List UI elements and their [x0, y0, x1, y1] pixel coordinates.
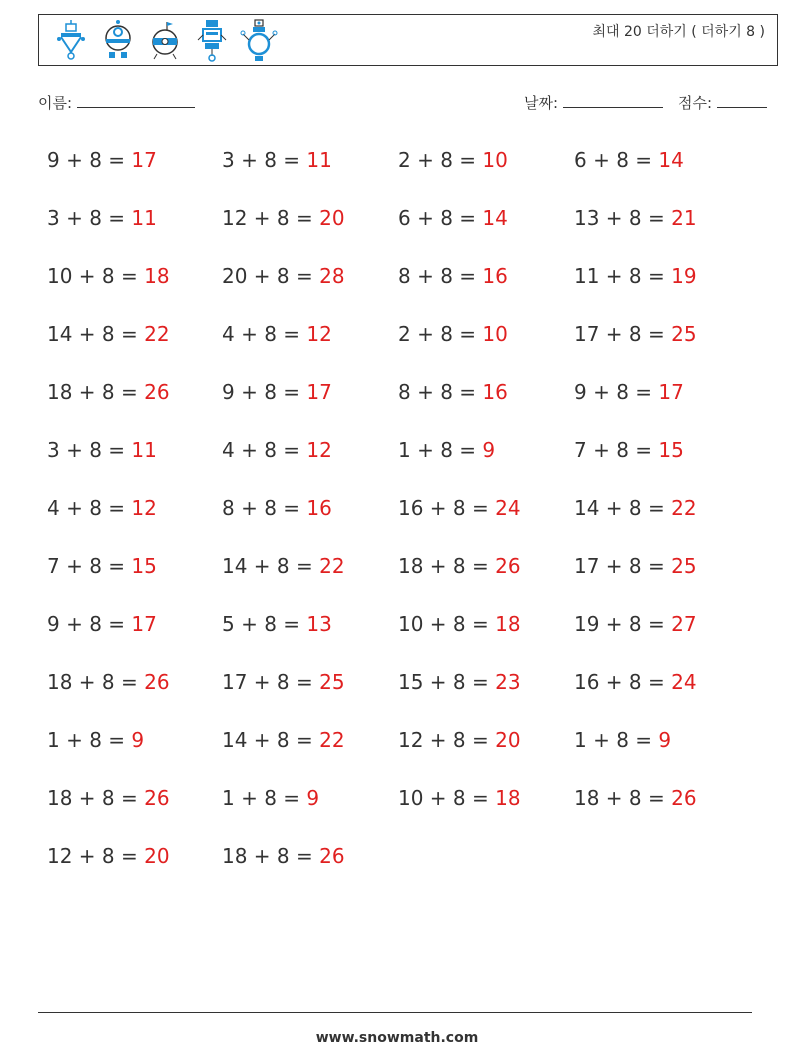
- problem-answer: 12: [306, 438, 332, 462]
- problem-item: [398, 496, 521, 520]
- score-label: 점수:: [678, 94, 713, 112]
- problem-answer: 16: [482, 380, 508, 404]
- problem-answer: 16: [482, 264, 508, 288]
- problem-item: [47, 728, 144, 752]
- problem-item: [47, 264, 170, 288]
- problem-item: [574, 786, 697, 810]
- problem-item: [574, 206, 697, 230]
- date-field: [524, 92, 663, 113]
- name-field: [38, 92, 195, 113]
- problem-answer: 9: [658, 728, 672, 752]
- problem-answer: 14: [658, 148, 684, 172]
- problem-item: [222, 438, 332, 462]
- problem-answer: 25: [671, 554, 697, 578]
- problem-question: 18 + 8 =: [222, 844, 320, 868]
- problem-question: 12 + 8 =: [398, 728, 496, 752]
- problem-question: 10 + 8 =: [398, 612, 496, 636]
- problem-item: [574, 438, 684, 462]
- problem-question: 18 + 8 =: [47, 380, 145, 404]
- footer-divider: [38, 1012, 752, 1013]
- problem-question: 2 + 8 =: [398, 148, 483, 172]
- problem-item: [47, 554, 157, 578]
- problem-answer: 16: [306, 496, 332, 520]
- problem-question: 18 + 8 =: [398, 554, 496, 578]
- problem-answer: 18: [144, 264, 170, 288]
- problem-question: 3 + 8 =: [47, 206, 132, 230]
- problem-answer: 19: [671, 264, 697, 288]
- problem-answer: 22: [319, 554, 345, 578]
- footer-site: www.snowmath.com: [315, 1030, 479, 1046]
- problem-question: 9 + 8 =: [222, 380, 307, 404]
- problem-answer: 20: [319, 206, 345, 230]
- problem-item: [574, 554, 697, 578]
- problem-item: [47, 206, 157, 230]
- name-blank[interactable]: [77, 93, 195, 108]
- problem-answer: 26: [144, 380, 170, 404]
- problem-item: [398, 728, 521, 752]
- problem-answer: 17: [306, 380, 332, 404]
- problem-item: [47, 438, 157, 462]
- problem-question: 18 + 8 =: [47, 786, 145, 810]
- problem-question: 16 + 8 =: [398, 496, 496, 520]
- problem-question: 4 + 8 =: [222, 438, 307, 462]
- problem-answer: 14: [482, 206, 508, 230]
- problem-item: [222, 206, 345, 230]
- problem-item: [398, 148, 508, 172]
- problem-item: [574, 322, 697, 346]
- problem-answer: 10: [482, 322, 508, 346]
- problem-question: 9 + 8 =: [47, 612, 132, 636]
- problem-answer: 22: [144, 322, 170, 346]
- problem-question: 2 + 8 =: [398, 322, 483, 346]
- problem-answer: 9: [131, 728, 145, 752]
- problem-item: [47, 670, 170, 694]
- problem-item: [398, 264, 508, 288]
- problem-question: 9 + 8 =: [574, 380, 659, 404]
- problem-item: [398, 670, 521, 694]
- problem-item: [574, 380, 684, 404]
- problem-answer: 17: [131, 612, 157, 636]
- problem-question: 5 + 8 =: [222, 612, 307, 636]
- problem-answer: 9: [306, 786, 320, 810]
- problem-item: [574, 148, 684, 172]
- problem-answer: 20: [144, 844, 170, 868]
- robot-icon-5: [239, 18, 279, 64]
- problem-question: 4 + 8 =: [222, 322, 307, 346]
- problem-question: 12 + 8 =: [47, 844, 145, 868]
- problem-item: [574, 264, 697, 288]
- problem-question: 10 + 8 =: [398, 786, 496, 810]
- problem-question: 18 + 8 =: [574, 786, 672, 810]
- problem-answer: 24: [495, 496, 521, 520]
- problem-answer: 27: [671, 612, 697, 636]
- problem-answer: 28: [319, 264, 345, 288]
- problem-question: 6 + 8 =: [574, 148, 659, 172]
- robot-icon-3: [145, 18, 185, 64]
- problem-question: 9 + 8 =: [47, 148, 132, 172]
- problem-item: [222, 322, 332, 346]
- problem-question: 17 + 8 =: [574, 554, 672, 578]
- problem-answer: 13: [306, 612, 332, 636]
- problem-answer: 26: [495, 554, 521, 578]
- problem-item: [222, 264, 345, 288]
- problem-item: [398, 322, 508, 346]
- problem-answer: 15: [131, 554, 157, 578]
- problem-answer: 26: [144, 670, 170, 694]
- problem-answer: 25: [671, 322, 697, 346]
- problem-question: 8 + 8 =: [398, 380, 483, 404]
- problem-answer: 12: [306, 322, 332, 346]
- problem-question: 8 + 8 =: [398, 264, 483, 288]
- problem-question: 14 + 8 =: [222, 728, 320, 752]
- problem-item: [398, 438, 495, 462]
- problem-item: [398, 206, 508, 230]
- problem-item: [222, 844, 345, 868]
- problem-answer: 9: [482, 438, 496, 462]
- problem-question: 1 + 8 =: [47, 728, 132, 752]
- problem-answer: 26: [319, 844, 345, 868]
- problem-answer: 17: [658, 380, 684, 404]
- problem-item: [47, 322, 170, 346]
- date-label: 날짜:: [524, 94, 559, 112]
- robot-icon-4: [192, 18, 232, 64]
- robot-icon-2: [98, 18, 138, 64]
- problem-question: 19 + 8 =: [574, 612, 672, 636]
- problem-question: 7 + 8 =: [574, 438, 659, 462]
- problem-item: [47, 786, 170, 810]
- problem-answer: 26: [144, 786, 170, 810]
- problem-question: 3 + 8 =: [222, 148, 307, 172]
- problem-answer: 18: [495, 612, 521, 636]
- problem-question: 13 + 8 =: [574, 206, 672, 230]
- problem-answer: 17: [131, 148, 157, 172]
- problem-question: 18 + 8 =: [47, 670, 145, 694]
- problem-item: [398, 554, 521, 578]
- problem-answer: 24: [671, 670, 697, 694]
- problem-item: [398, 786, 521, 810]
- problem-question: 1 + 8 =: [574, 728, 659, 752]
- problem-question: 17 + 8 =: [574, 322, 672, 346]
- problem-answer: 12: [131, 496, 157, 520]
- problem-answer: 23: [495, 670, 521, 694]
- date-blank[interactable]: [563, 93, 663, 108]
- problem-item: [574, 670, 697, 694]
- problem-question: 3 + 8 =: [47, 438, 132, 462]
- problem-question: 1 + 8 =: [222, 786, 307, 810]
- problem-question: 20 + 8 =: [222, 264, 320, 288]
- problem-item: [222, 670, 345, 694]
- problem-question: 16 + 8 =: [574, 670, 672, 694]
- problem-item: [398, 612, 521, 636]
- problem-item: [222, 786, 319, 810]
- robot-icon-1: [51, 18, 91, 64]
- problem-question: 15 + 8 =: [398, 670, 496, 694]
- problem-item: [222, 612, 332, 636]
- problem-question: 8 + 8 =: [222, 496, 307, 520]
- problem-answer: 10: [482, 148, 508, 172]
- problem-item: [47, 496, 157, 520]
- problem-answer: 18: [495, 786, 521, 810]
- problem-question: 17 + 8 =: [222, 670, 320, 694]
- problem-item: [47, 380, 170, 404]
- problem-item: [574, 496, 697, 520]
- header-box: [38, 14, 778, 66]
- problem-item: [398, 380, 508, 404]
- problem-item: [222, 380, 332, 404]
- problem-item: [574, 728, 671, 752]
- problem-answer: 11: [131, 438, 157, 462]
- problem-question: 14 + 8 =: [222, 554, 320, 578]
- problem-answer: 11: [306, 148, 332, 172]
- problem-question: 12 + 8 =: [222, 206, 320, 230]
- name-label: 이름:: [38, 94, 73, 112]
- problem-item: [222, 496, 332, 520]
- problem-answer: 25: [319, 670, 345, 694]
- problem-question: 6 + 8 =: [398, 206, 483, 230]
- problem-answer: 20: [495, 728, 521, 752]
- problem-item: [47, 612, 157, 636]
- problem-answer: 21: [671, 206, 697, 230]
- worksheet-title: 최대 20 더하기 ( 더하기 8 ): [592, 24, 765, 40]
- problem-answer: 15: [658, 438, 684, 462]
- problem-answer: 22: [671, 496, 697, 520]
- problem-question: 1 + 8 =: [398, 438, 483, 462]
- problem-question: 4 + 8 =: [47, 496, 132, 520]
- problem-question: 11 + 8 =: [574, 264, 672, 288]
- problem-answer: 26: [671, 786, 697, 810]
- problem-answer: 11: [131, 206, 157, 230]
- problem-item: [47, 844, 170, 868]
- problem-item: [222, 728, 345, 752]
- score-blank[interactable]: [717, 93, 767, 108]
- problem-question: 7 + 8 =: [47, 554, 132, 578]
- problem-item: [47, 148, 157, 172]
- robot-icons: [51, 18, 279, 64]
- problem-answer: 22: [319, 728, 345, 752]
- problem-item: [574, 612, 697, 636]
- problem-question: 14 + 8 =: [574, 496, 672, 520]
- problem-item: [222, 554, 345, 578]
- problem-question: 14 + 8 =: [47, 322, 145, 346]
- score-field: [678, 92, 767, 113]
- problem-question: 10 + 8 =: [47, 264, 145, 288]
- problem-item: [222, 148, 332, 172]
